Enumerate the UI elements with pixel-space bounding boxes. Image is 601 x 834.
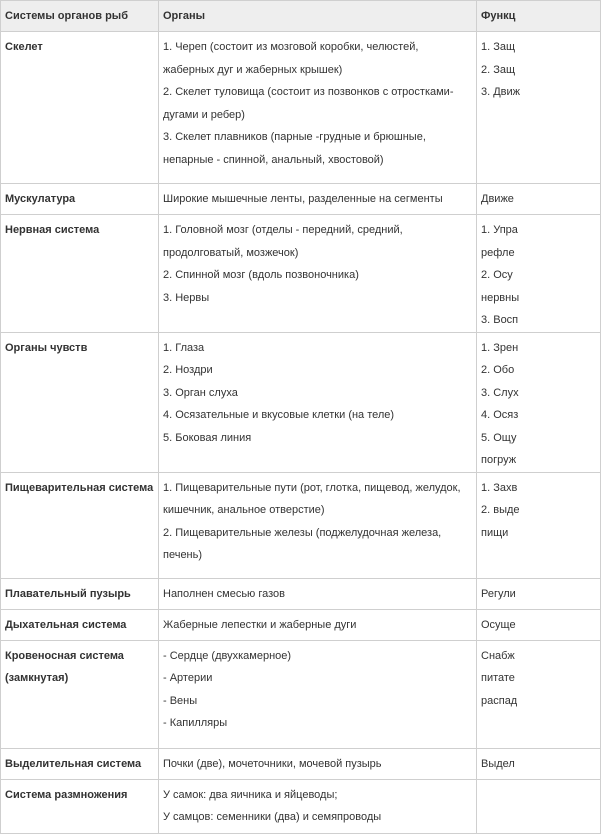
organs-cell bbox=[159, 332, 477, 472]
organ-item: Наполнен смесью газов bbox=[163, 587, 285, 600]
function-item: 3. Восп bbox=[481, 314, 519, 326]
header-functions: Функц bbox=[477, 1, 601, 32]
organs-cell bbox=[159, 578, 477, 609]
header-systems: Системы органов рыб bbox=[1, 1, 159, 32]
organ-item: 5. Боковая линия bbox=[163, 431, 252, 444]
functions-cell bbox=[477, 184, 601, 215]
system-name-cell: Дыхательная система bbox=[1, 609, 159, 640]
function-item: 2. Обо bbox=[481, 364, 515, 376]
function-item: нервны bbox=[481, 291, 520, 304]
function-item: 1. Защ bbox=[481, 41, 516, 53]
function-item: распад bbox=[481, 694, 518, 707]
organ-item: Почки (две), мочеточники, мочевой пузырь bbox=[163, 757, 382, 770]
function-item: Регули bbox=[481, 587, 516, 600]
function-item: погруж bbox=[481, 454, 517, 466]
organ-item: 2. Скелет туловища (состоит из позвонков с отростками-дугами и ребер) bbox=[163, 86, 454, 121]
table-body bbox=[1, 32, 601, 834]
system-name-cell: Кровеносная система (замкнутая) bbox=[1, 640, 159, 748]
system-name-cell: Плавательный пузырь bbox=[1, 578, 159, 609]
system-name-cell: Выделительная система bbox=[1, 748, 159, 779]
organs-cell bbox=[159, 215, 477, 333]
table-row bbox=[1, 184, 601, 215]
functions-cell bbox=[477, 32, 601, 184]
function-item: 1. Упра bbox=[481, 224, 518, 236]
system-name-cell: Нервная система bbox=[1, 215, 159, 333]
function-item: 2. Защ bbox=[481, 63, 516, 76]
function-item: рефле bbox=[481, 246, 515, 259]
functions-cell bbox=[477, 332, 601, 472]
table-row bbox=[1, 640, 601, 748]
organ-item: 3. Орган слуха bbox=[163, 386, 238, 399]
functions-cell bbox=[477, 215, 601, 333]
organ-item: У самцов: семенники (два) и семяпроводы bbox=[163, 811, 382, 823]
organs-cell bbox=[159, 32, 477, 184]
system-name-cell: Система размножения bbox=[1, 779, 159, 833]
header-organs: Органы bbox=[159, 1, 477, 32]
system-name-cell: Мускулатура bbox=[1, 184, 159, 215]
functions-cell bbox=[477, 748, 601, 779]
organs-cell bbox=[159, 472, 477, 578]
table-row bbox=[1, 748, 601, 779]
table-row bbox=[1, 779, 601, 833]
function-item: 3. Движ bbox=[481, 86, 521, 98]
function-item: 2. выде bbox=[481, 504, 520, 516]
function-item: 5. Ощу bbox=[481, 431, 517, 444]
system-name-cell: Органы чувств bbox=[1, 332, 159, 472]
organ-item: 1. Череп (состоит из мозговой коробки, челюстей, жаберных дуг и жаберных крышек) bbox=[163, 41, 419, 76]
table-row bbox=[1, 578, 601, 609]
functions-cell bbox=[477, 640, 601, 748]
organ-item: 2. Спинной мозг (вдоль позвоночника) bbox=[163, 269, 359, 281]
functions-cell bbox=[477, 578, 601, 609]
functions-cell bbox=[477, 609, 601, 640]
table-header-row bbox=[1, 1, 601, 32]
organ-item: 2. Пищеварительные железы (поджелудочная железа, печень) bbox=[163, 526, 442, 561]
function-item: 1. Захв bbox=[481, 481, 518, 494]
organ-item: 2. Ноздри bbox=[163, 364, 213, 376]
function-item: Движе bbox=[481, 193, 514, 205]
function-item: пищи bbox=[481, 526, 509, 539]
organs-cell bbox=[159, 184, 477, 215]
table-row bbox=[1, 32, 601, 184]
function-item: 1. Зрен bbox=[481, 341, 519, 354]
functions-cell bbox=[477, 472, 601, 578]
organs-cell bbox=[159, 640, 477, 748]
organ-item: - Капилляры bbox=[163, 717, 228, 729]
organ-item: У самок: два яичника и яйцеводы; bbox=[163, 788, 338, 801]
function-item: Выдел bbox=[481, 757, 515, 770]
table-row bbox=[1, 332, 601, 472]
organ-item: - Артерии bbox=[163, 672, 213, 684]
function-item: 4. Осяз bbox=[481, 409, 519, 421]
organ-item: 3. Скелет плавников (парные -грудные и брюшные, непарные - спинной, анальный, хвостовой) bbox=[163, 131, 426, 166]
organ-item: - Сердце (двухкамерное) bbox=[163, 649, 292, 662]
functions-cell bbox=[477, 779, 601, 833]
organ-item: 3. Нервы bbox=[163, 291, 210, 304]
organ-item: Жаберные лепестки и жаберные дуги bbox=[163, 618, 357, 631]
organ-item: - Вены bbox=[163, 694, 198, 707]
organ-item: 1. Головной мозг (отделы - передний, средний, продолговатый, мозжечок) bbox=[163, 224, 403, 259]
table-row bbox=[1, 472, 601, 578]
organ-item: 1. Глаза bbox=[163, 341, 205, 354]
table-row bbox=[1, 215, 601, 333]
organ-item: 1. Пищеварительные пути (рот, глотка, пищевод, желудок, кишечник, анальное отверстие) bbox=[163, 481, 461, 516]
organ-item: 4. Осязательные и вкусовые клетки (на теле) bbox=[163, 409, 395, 421]
organs-cell bbox=[159, 609, 477, 640]
system-name-cell: Пищеварительная система bbox=[1, 472, 159, 578]
organs-cell bbox=[159, 748, 477, 779]
function-item: питате bbox=[481, 672, 515, 684]
organs-cell bbox=[159, 779, 477, 833]
system-name-cell: Скелет bbox=[1, 32, 159, 184]
function-item: Снабж bbox=[481, 649, 515, 662]
function-item: 2. Осу bbox=[481, 269, 513, 281]
function-item: 3. Слух bbox=[481, 386, 519, 399]
function-item: Осуще bbox=[481, 618, 516, 631]
table-row bbox=[1, 609, 601, 640]
organ-item: Широкие мышечные ленты, разделенные на сегменты bbox=[163, 193, 443, 205]
